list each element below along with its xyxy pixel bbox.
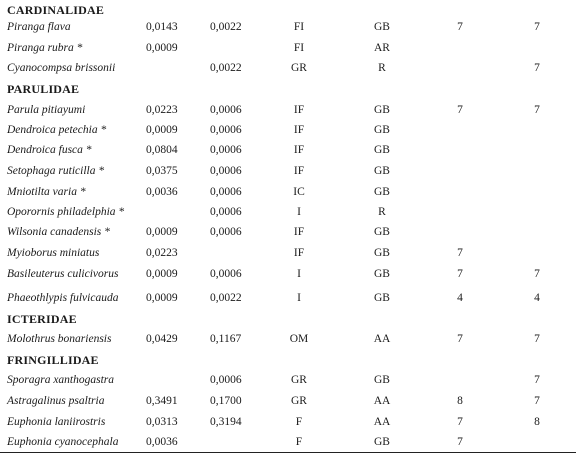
value-a: 0,0009 xyxy=(146,42,178,54)
guild-code: I xyxy=(297,268,301,280)
guild-code: IF xyxy=(293,165,305,177)
value-a: 0,0223 xyxy=(146,104,178,116)
species-name: Myioborus miniatus xyxy=(7,247,100,259)
species-name: Piranga flava xyxy=(7,21,71,33)
species-name: Molothrus bonariensis xyxy=(7,333,112,345)
value-a: 0,0804 xyxy=(146,144,178,156)
value-b: 0,0006 xyxy=(210,374,242,386)
value-b: 0,1700 xyxy=(210,395,242,407)
count-b: 4 xyxy=(534,292,540,304)
species-name: Oporornis philadelphia * xyxy=(7,206,125,218)
value-b: 0,0022 xyxy=(210,21,242,33)
count-b xyxy=(522,38,552,58)
count-a xyxy=(445,161,475,181)
guild-code: GR xyxy=(291,62,307,74)
count-b: 7 xyxy=(534,104,540,116)
count-b: 7 xyxy=(534,374,540,386)
species-name: Sporagra xanthogastra xyxy=(7,374,115,386)
habitat-code: GB xyxy=(374,226,390,238)
species-name: Wilsonia canadensis * xyxy=(7,226,110,238)
habitat-code: GB xyxy=(374,268,390,280)
value-a: 0,0009 xyxy=(146,292,178,304)
count-b xyxy=(522,432,552,452)
species-row xyxy=(0,264,576,284)
species-name: Dendroica petechia * xyxy=(7,124,107,136)
count-b: 7 xyxy=(534,395,540,407)
count-a: 7 xyxy=(457,104,463,116)
family-header-row xyxy=(0,350,576,370)
value-b: 0,0022 xyxy=(210,292,242,304)
species-row xyxy=(0,432,576,452)
species-row xyxy=(0,222,576,242)
species-row xyxy=(0,288,576,308)
count-a xyxy=(445,202,475,222)
habitat-code: GB xyxy=(374,292,390,304)
habitat-code: GB xyxy=(374,436,390,448)
species-name: Astragalinus psaltria xyxy=(7,395,105,407)
species-row xyxy=(0,58,576,78)
value-a: 0,0429 xyxy=(146,333,178,345)
species-row xyxy=(0,161,576,181)
family-name: PARULIDAE xyxy=(7,82,80,96)
species-name: Euphonia laniirostris xyxy=(7,416,106,428)
count-a: 7 xyxy=(457,333,463,345)
guild-code: F xyxy=(295,436,303,448)
family-header-row xyxy=(0,79,576,99)
value-a: 0,0009 xyxy=(146,124,178,136)
species-name: Basileuterus culicivorus xyxy=(7,268,119,280)
guild-code: FI xyxy=(293,21,305,33)
species-row xyxy=(0,100,576,120)
value-b: 0,0022 xyxy=(210,62,242,74)
species-row xyxy=(0,391,576,411)
species-row xyxy=(0,243,576,263)
count-a xyxy=(445,120,475,140)
count-a: 7 xyxy=(457,436,463,448)
species-row xyxy=(0,17,576,37)
species-row xyxy=(0,202,576,222)
value-a: 0,0036 xyxy=(146,186,178,198)
family-name: FRINGILLIDAE xyxy=(7,353,99,367)
count-b xyxy=(522,140,552,160)
species-row xyxy=(0,38,576,58)
habitat-code: R xyxy=(378,62,386,74)
guild-code: IF xyxy=(293,104,305,116)
species-name: Mniotilta varia * xyxy=(7,186,86,198)
value-a: 0,0009 xyxy=(146,268,178,280)
habitat-code: GB xyxy=(374,165,390,177)
count-b xyxy=(522,243,552,263)
count-b: 7 xyxy=(534,333,540,345)
value-a: 0,0143 xyxy=(146,21,178,33)
species-name: Dendroica fusca * xyxy=(7,144,92,156)
value-a: 0,0223 xyxy=(146,247,178,259)
species-row xyxy=(0,120,576,140)
value-b: 0,0006 xyxy=(210,186,242,198)
count-a: 7 xyxy=(457,268,463,280)
habitat-code: AA xyxy=(373,333,391,345)
value-a: 0,3491 xyxy=(146,395,178,407)
value-b: 0,0006 xyxy=(210,268,242,280)
value-b: 0,0006 xyxy=(210,226,242,238)
value-b: 0,3194 xyxy=(210,416,242,428)
guild-code: IF xyxy=(293,226,305,238)
habitat-code: GB xyxy=(374,374,390,386)
count-a xyxy=(445,222,475,242)
species-row xyxy=(0,182,576,202)
species-row xyxy=(0,412,576,432)
count-a xyxy=(445,370,475,390)
count-a: 7 xyxy=(457,247,463,259)
count-a xyxy=(445,140,475,160)
habitat-code: R xyxy=(378,206,386,218)
count-b: 7 xyxy=(534,268,540,280)
species-row xyxy=(0,370,576,390)
species-name: Euphonia cyanocephala xyxy=(7,436,119,448)
value-b: 0,0006 xyxy=(210,104,242,116)
value-a: 0,0375 xyxy=(146,165,178,177)
guild-code: IF xyxy=(293,144,305,156)
guild-code: IF xyxy=(293,247,305,259)
guild-code: FI xyxy=(293,42,305,54)
value-a: 0,0009 xyxy=(146,226,178,238)
value-b: 0,0006 xyxy=(210,206,242,218)
value-b: 0,0006 xyxy=(210,124,242,136)
species-name: Phaeothlypis fulvicauda xyxy=(7,292,119,304)
value-a: 0,0036 xyxy=(146,436,178,448)
habitat-code: AA xyxy=(373,416,391,428)
value-b: 0,0006 xyxy=(210,144,242,156)
species-row xyxy=(0,329,576,349)
habitat-code: GB xyxy=(374,21,390,33)
count-a xyxy=(445,182,475,202)
count-a: 8 xyxy=(457,395,463,407)
count-b xyxy=(522,120,552,140)
count-a xyxy=(445,58,475,78)
habitat-code: AA xyxy=(373,395,391,407)
count-b xyxy=(522,182,552,202)
count-b xyxy=(522,202,552,222)
guild-code: F xyxy=(295,416,303,428)
count-b xyxy=(522,161,552,181)
species-name: Cyanocompsa brissonii xyxy=(7,62,116,74)
count-b: 7 xyxy=(534,21,540,33)
habitat-code: GB xyxy=(374,186,390,198)
guild-code: I xyxy=(297,206,301,218)
habitat-code: GB xyxy=(374,247,390,259)
guild-code: IC xyxy=(293,186,305,198)
guild-code: IF xyxy=(293,124,305,136)
count-a: 7 xyxy=(457,21,463,33)
species-name: Setophaga ruticilla * xyxy=(7,165,105,177)
value-b: 0,1167 xyxy=(210,333,242,345)
value-b: 0,0006 xyxy=(210,165,242,177)
habitat-code: GB xyxy=(374,124,390,136)
family-header-row xyxy=(0,309,576,329)
family-name: CARDINALIDAE xyxy=(7,3,105,17)
guild-code: I xyxy=(297,292,301,304)
species-row xyxy=(0,140,576,160)
species-name: Parula pitiayumi xyxy=(7,104,86,116)
table-bottom-rule xyxy=(0,452,576,453)
family-name: ICTERIDAE xyxy=(7,312,77,326)
count-b: 7 xyxy=(534,62,540,74)
count-b: 8 xyxy=(534,416,540,428)
species-name: Piranga rubra * xyxy=(7,42,83,54)
count-b xyxy=(522,222,552,242)
habitat-code: AR xyxy=(374,42,390,54)
value-a: 0,0313 xyxy=(146,416,178,428)
habitat-code: GB xyxy=(374,104,390,116)
habitat-code: GB xyxy=(374,144,390,156)
count-a: 7 xyxy=(457,416,463,428)
count-a xyxy=(445,38,475,58)
guild-code: OM xyxy=(289,333,309,345)
count-a: 4 xyxy=(457,292,463,304)
guild-code: GR xyxy=(291,395,307,407)
guild-code: GR xyxy=(291,374,307,386)
